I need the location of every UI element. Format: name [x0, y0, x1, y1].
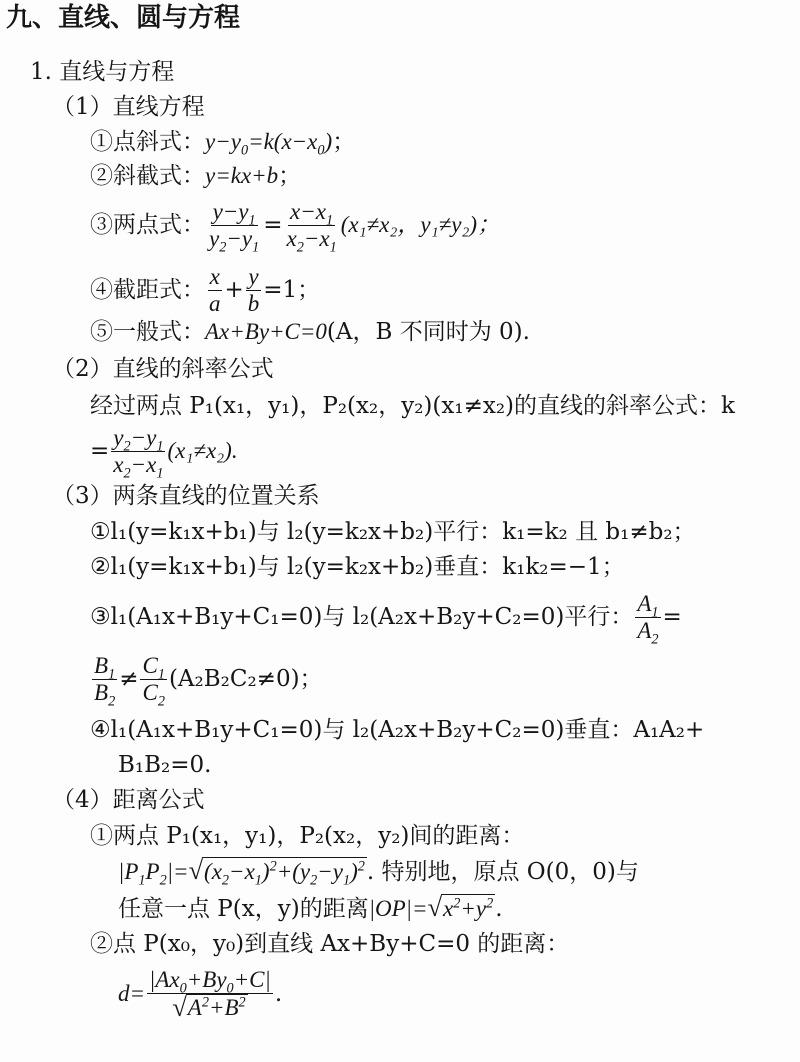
slope-intercept-form: ②斜截式： y=kx+b ；: [90, 163, 302, 189]
fraction: $\frac{x}{a}$: [209, 263, 221, 316]
general-form: [90, 318, 530, 346]
intercept-form: ④截距式： $\frac{x}{a}$ + $\frac{y}{b}$ =1；: [90, 263, 321, 316]
parallel-slope-rule: ①l₁(y=k₁x+b₁)与 l₂(y=k₂x+b₂)平行：k₁=k₂ 且 b₁≠b₂；: [90, 519, 696, 545]
point-line-distance-formula: d= $|Ax_0+By_0+C|$ √ $A^2+B^2$ .: [118, 966, 283, 1022]
parallel-general-rule-cont: $\frac{B_1}{B_2}$ ≠ $\frac{C_1}{C_2}$ (A₂B₂C₂≠0)；: [94, 652, 323, 710]
slope-text: 经过两点 P₁(x₁，y₁)，P₂(x₂，y₂)(x₁≠x₂)的直线的斜率公式：k: [90, 393, 735, 419]
formula: Ax+By+C=0: [205, 319, 327, 344]
section-heading: 1. 直线与方程: [30, 59, 175, 85]
eq-label: ②斜截式：: [90, 163, 205, 189]
note: . 特别地，原点 O(0，0)与: [366, 858, 639, 885]
subsection-heading: （4）距离公式: [52, 787, 205, 813]
two-point-form: ③两点式： $\frac{y-y_1}{y_2-y_1}$ = $\frac{x-x_1}{x_2-x_1}$ (x₁≠x₂，y₁≠y₂)；: [90, 198, 501, 256]
fraction: $\frac{x-x_1}{x_2-x_1}$: [286, 198, 337, 256]
condition: (x₁≠x₂，y₁≠y₂)；: [340, 212, 501, 237]
eq-label: ④截距式：: [90, 277, 205, 303]
eq-label: ①点斜式：: [90, 129, 205, 155]
two-point-distance: ①两点 P₁(x₁，y₁)，P₂(x₂，y₂)间的距离：: [90, 823, 525, 849]
page-title: 九、直线、圆与方程: [6, 3, 241, 33]
fraction: $\frac{B_1}{B_2}$: [94, 652, 116, 710]
formula: y=kx+b: [205, 163, 279, 188]
fraction: $\frac{C_1}{C_2}$: [142, 652, 165, 710]
point-slope-form: ①点斜式： $y-y_0=k(x-x_0)$ ；: [90, 129, 356, 159]
formula: $y-y_0=k(x-x_0)$: [205, 129, 333, 159]
note: (A，B 不同时为 0).: [326, 319, 530, 345]
condition: (A₂B₂C₂≠0)；: [168, 666, 323, 692]
subsection-heading: （1）直线方程: [52, 94, 205, 120]
fraction: $\frac{y_2-y_1}{x_2-x_1}$: [113, 424, 164, 482]
sqrt-expression: √ $(x_2-x_1)^2+(y_2-y_1)^2$: [188, 855, 365, 889]
note: 任意一点 P(x，y)的距离: [118, 895, 369, 922]
sqrt-expression: √ $x^2+y^2$: [427, 892, 494, 922]
perpendicular-slope-rule: ②l₁(y=k₁x+b₁)与 l₂(y=k₂x+b₂)垂直：k₁k₂=−1；: [90, 554, 625, 580]
fraction: $\frac{y-y_1}{y_2-y_1}$: [209, 198, 260, 256]
rule-text: ③l₁(A₁x+B₁y+C₁=0)与 l₂(A₂x+B₂y+C₂=0)平行：: [90, 604, 634, 630]
perpendicular-general-rule-cont: B₁B₂=0.: [118, 752, 212, 778]
eq-label: ③两点式：: [90, 212, 205, 238]
subsection-heading: （2）直线的斜率公式: [52, 356, 274, 382]
point-line-distance: ②点 P(x₀，y₀)到直线 Ax+By+C=0 的距离：: [90, 931, 570, 957]
fraction: $|Ax_0+By_0+C|$ √ $A^2+B^2$: [149, 966, 271, 1022]
perpendicular-general-rule: ④l₁(A₁x+B₁y+C₁=0)与 l₂(A₂x+B₂y+C₂=0)垂直：A₁A₂+: [90, 717, 705, 743]
subsection-heading: （3）两条直线的位置关系: [52, 483, 320, 509]
slope-formula: = $\frac{y_2-y_1}{x_2-x_1}$ (x₁≠x₂).: [90, 424, 238, 482]
parallel-general-rule: ③l₁(A₁x+B₁y+C₁=0)与 l₂(A₂x+B₂y+C₂=0)平行： $\frac{A_1}{A_2}$ =: [90, 590, 682, 648]
eq-label: ⑤一般式：: [90, 319, 205, 345]
condition: (x₁≠x₂).: [167, 438, 238, 463]
fraction: $\frac{A_1}{A_2}$: [637, 590, 659, 648]
two-point-distance-formula: $|P_1P_2|=$ √ $(x_2-x_1)^2+(y_2-y_1)^2$ . 特别地，原点 O(0，0)与: [118, 855, 639, 889]
origin-distance: 任意一点 P(x，y)的距离 |OP|= √ $x^2+y^2$ .: [118, 892, 503, 922]
fraction: $\frac{y}{b}$: [247, 263, 260, 316]
